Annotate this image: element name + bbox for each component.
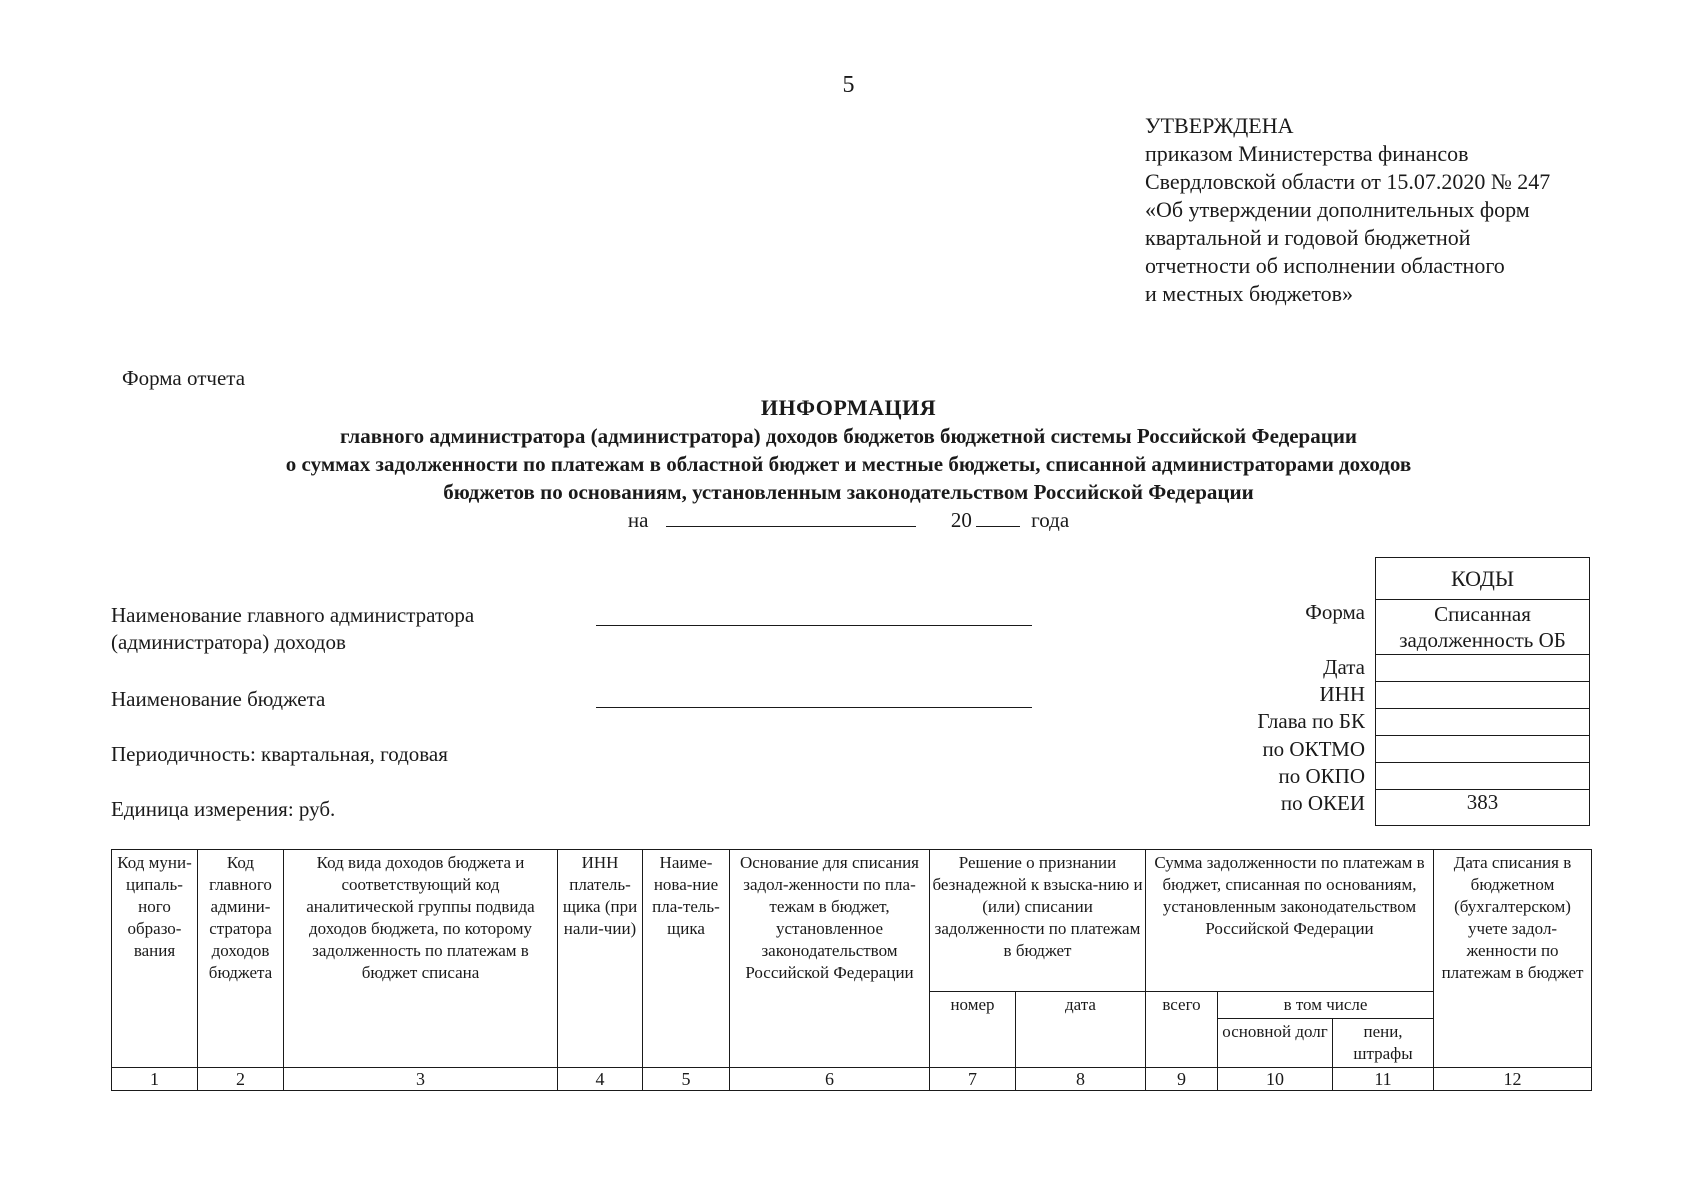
col-header-writeoff-date: Дата списания в бюджетном (бухгалтерском) учете задол-женности по платежам в бюджет — [1434, 850, 1592, 1068]
col-number: 10 — [1218, 1068, 1333, 1091]
col-header-decision-number: номер — [930, 992, 1016, 1068]
col-number: 2 — [198, 1068, 284, 1091]
unit-label: Единица измерения: руб. — [111, 797, 336, 821]
col-number: 9 — [1146, 1068, 1218, 1091]
admin-name-label-line-2: (администратора) доходов — [111, 630, 346, 654]
code-label-okei: по ОКЕИ — [1280, 791, 1365, 815]
title-line-3: бюджетов по основаниям, установленным законодательством Российской Федерации — [443, 480, 1254, 504]
col-number: 8 — [1016, 1068, 1146, 1091]
col-header-income-code: Код вида доходов бюджета и соответствующий код аналитической группы подвида доходов бюджета, по которому задолженность по платежам в бюджет списана — [284, 850, 558, 1068]
code-label-glava: Глава по БК — [1257, 709, 1365, 733]
col-number: 1 — [112, 1068, 198, 1091]
code-oktmo-cell[interactable] — [1376, 736, 1590, 763]
col-header-total: всего — [1146, 992, 1218, 1068]
date-prefix: на — [627, 508, 649, 532]
admin-name-field[interactable] — [596, 625, 1032, 626]
title-line-1: главного администратора (администратора) доходов бюджетов бюджетной системы Российской Федерации — [339, 424, 1358, 448]
report-date-line — [0, 508, 1697, 533]
col-number: 11 — [1333, 1068, 1434, 1091]
col-number: 7 — [930, 1068, 1016, 1091]
code-label-oktmo: по ОКТМО — [1262, 737, 1365, 761]
page-number: 5 — [842, 72, 855, 98]
code-form-value-line-2: задолженность ОБ — [1399, 628, 1566, 652]
approval-line: и местных бюджетов» — [1145, 281, 1354, 306]
approval-line: приказом Министерства финансов — [1145, 141, 1469, 166]
col-header-payer-name: Наиме-нова-ние пла-тель-щика — [643, 850, 730, 1068]
date-suffix: года — [1031, 508, 1070, 532]
admin-name-label-line-1: Наименование главного администратора — [111, 603, 475, 627]
col-header-decision-date: дата — [1016, 992, 1146, 1068]
admin-name-label — [111, 602, 474, 656]
col-number: 12 — [1434, 1068, 1592, 1091]
code-label-okpo: по ОКПО — [1278, 764, 1365, 788]
approval-line: отчетности об исполнении областного — [1145, 253, 1505, 278]
code-form-value-line-1: Списанная — [1434, 602, 1531, 626]
col-header-penalties: пени, штрафы — [1333, 1019, 1434, 1068]
title-main: ИНФОРМАЦИЯ — [760, 395, 937, 420]
code-form-value — [1376, 600, 1590, 655]
col-number: 4 — [558, 1068, 643, 1091]
form-label: Форма отчета — [122, 366, 246, 390]
periodicity-label: Периодичность: квартальная, годовая — [111, 742, 448, 766]
writeoff-table — [111, 849, 1592, 1091]
col-header-including: в том числе — [1218, 992, 1434, 1019]
year-prefix: 20 — [950, 508, 972, 532]
approval-line: УТВЕРЖДЕНА — [1145, 113, 1294, 138]
document-title — [0, 394, 1697, 506]
approval-line: Свердловской области от 15.07.2020 № 247 — [1145, 169, 1551, 194]
col-number: 6 — [730, 1068, 930, 1091]
col-header-admin-code: Код главного админи-стратора доходов бюджета — [198, 850, 284, 1068]
col-header-municipality-code: Код муни-ципаль-ного образо-вания — [112, 850, 198, 1068]
code-inn-cell[interactable] — [1376, 682, 1590, 709]
codes-header: КОДЫ — [1376, 558, 1590, 600]
col-header-payer-inn: ИНН платель-щика (при нали-чии) — [558, 850, 643, 1068]
code-label-date: Дата — [1323, 655, 1365, 679]
year-blank[interactable] — [976, 508, 1020, 527]
code-date-cell[interactable] — [1376, 655, 1590, 682]
code-glava-cell[interactable] — [1376, 709, 1590, 736]
title-line-2: о суммах задолженности по платежам в областной бюджет и местные бюджеты, списанной администраторами доходов — [285, 452, 1412, 476]
col-header-writeoff-basis: Основание для списания задол-женности по пла-тежам в бюджет, установленное законодательством Российской Федерации — [730, 850, 930, 1068]
code-label-form: Форма — [1305, 600, 1365, 624]
code-okei-cell: 383 — [1376, 790, 1590, 826]
col-header-decision: Решение о признании безнадежной к взыска-нию и (или) списании задолженности по платежам в бюджет — [930, 850, 1146, 992]
codes-table — [1375, 557, 1590, 826]
code-label-inn: ИНН — [1319, 682, 1365, 706]
code-okpo-cell[interactable] — [1376, 763, 1590, 790]
budget-name-label: Наименование бюджета — [111, 687, 326, 711]
col-header-debt-sum: Сумма задолженности по платежам в бюджет, списанная по основаниям, установленным законодательством Российской Федерации — [1146, 850, 1434, 992]
col-number: 3 — [284, 1068, 558, 1091]
col-number: 5 — [643, 1068, 730, 1091]
col-header-principal: основной долг — [1218, 1019, 1333, 1068]
budget-name-field[interactable] — [596, 707, 1032, 708]
approval-line: «Об утверждении дополнительных форм — [1145, 197, 1530, 222]
approval-line: квартальной и годовой бюджетной — [1145, 225, 1471, 250]
date-blank[interactable] — [666, 508, 916, 527]
